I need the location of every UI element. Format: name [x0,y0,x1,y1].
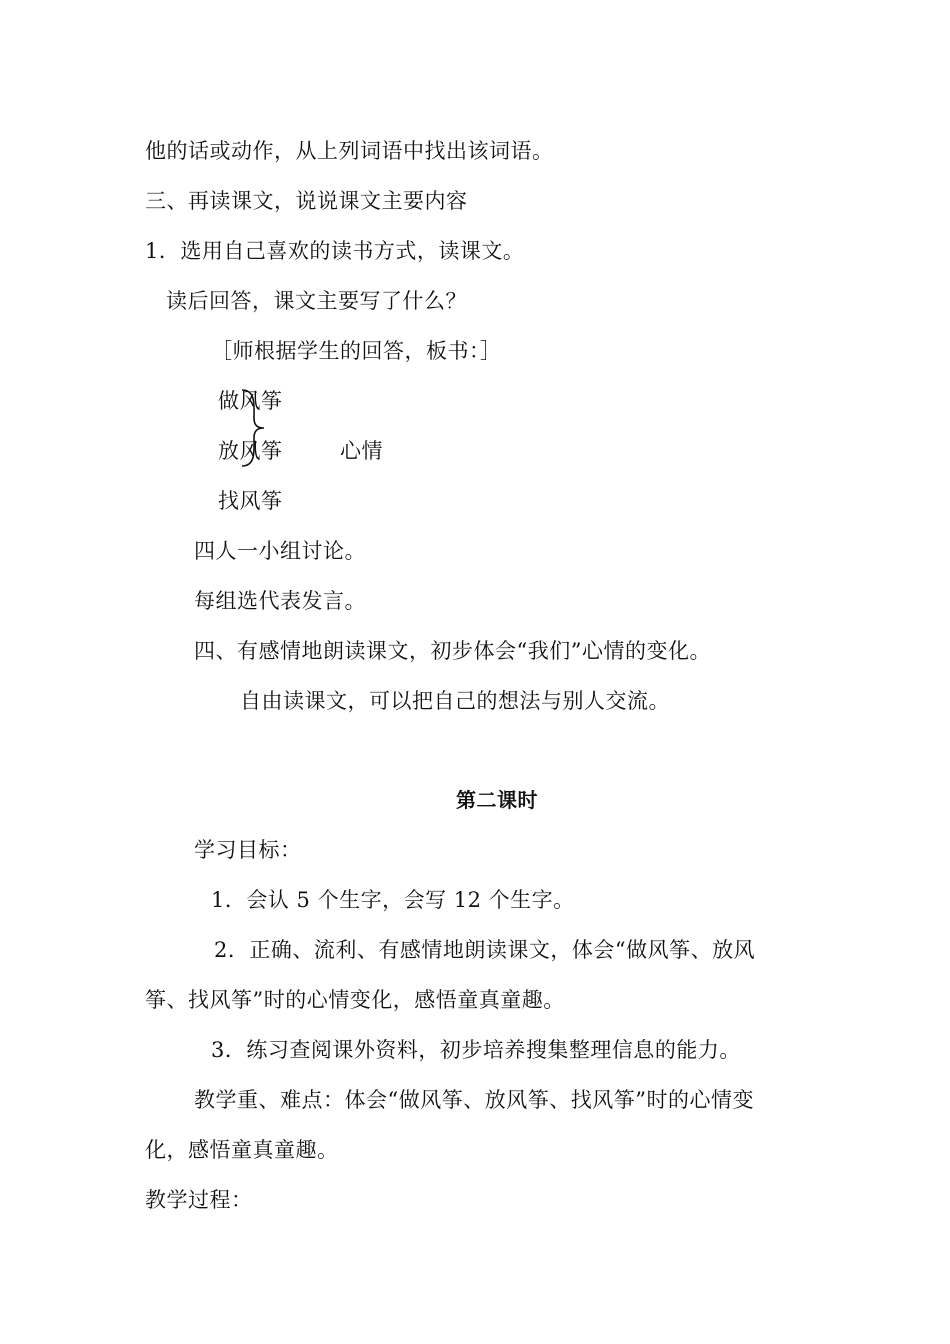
section-heading: 三、再读课文，说说课文主要内容 [145,189,468,213]
list-item: 1．会认 5 个生字，会写 12 个生字。 [211,888,575,912]
board-item: 找风筝 [218,489,283,513]
text-line: 学习目标： [194,838,302,862]
list-item: 2．正确、流利、有感情地朗读课文，体会“做风筝、放风 [214,938,756,962]
board-result: 心情 [340,439,383,463]
text-line: 1．选用自己喜欢的读书方式，读课文。 [145,239,525,263]
text-line: 读后回答，课文主要写了什么？ [166,289,467,313]
board-item: 做风筝 [218,389,283,413]
section-heading: 教学过程： [145,1188,253,1212]
text-line: 化，感悟童真童趣。 [145,1138,339,1162]
text-line: 四人一小组讨论。 [194,539,366,563]
list-item-continued: 筝、找风筝”时的心情变化，感悟童真童趣。 [145,988,565,1012]
list-item: 3．练习查阅课外资料，初步培养搜集整理信息的能力。 [211,1038,741,1062]
curly-brace-icon [238,386,268,470]
text-line: 每组选代表发言。 [194,589,366,613]
text-line: 教学重、难点：体会“做风筝、放风筝、找风筝”时的心情变 [194,1088,754,1112]
text-line: ［师根据学生的回答，板书：］ [211,339,502,363]
section-heading: 四、有感情地朗读课文，初步体会“我们”心情的变化。 [194,639,711,663]
page-title: 第二课时 [456,788,538,812]
text-line: 他的话或动作，从上列词语中找出该词语。 [145,139,554,163]
board-item: 放风筝 [218,439,283,463]
text-line: 自由读课文，可以把自己的想法与别人交流。 [240,689,670,713]
